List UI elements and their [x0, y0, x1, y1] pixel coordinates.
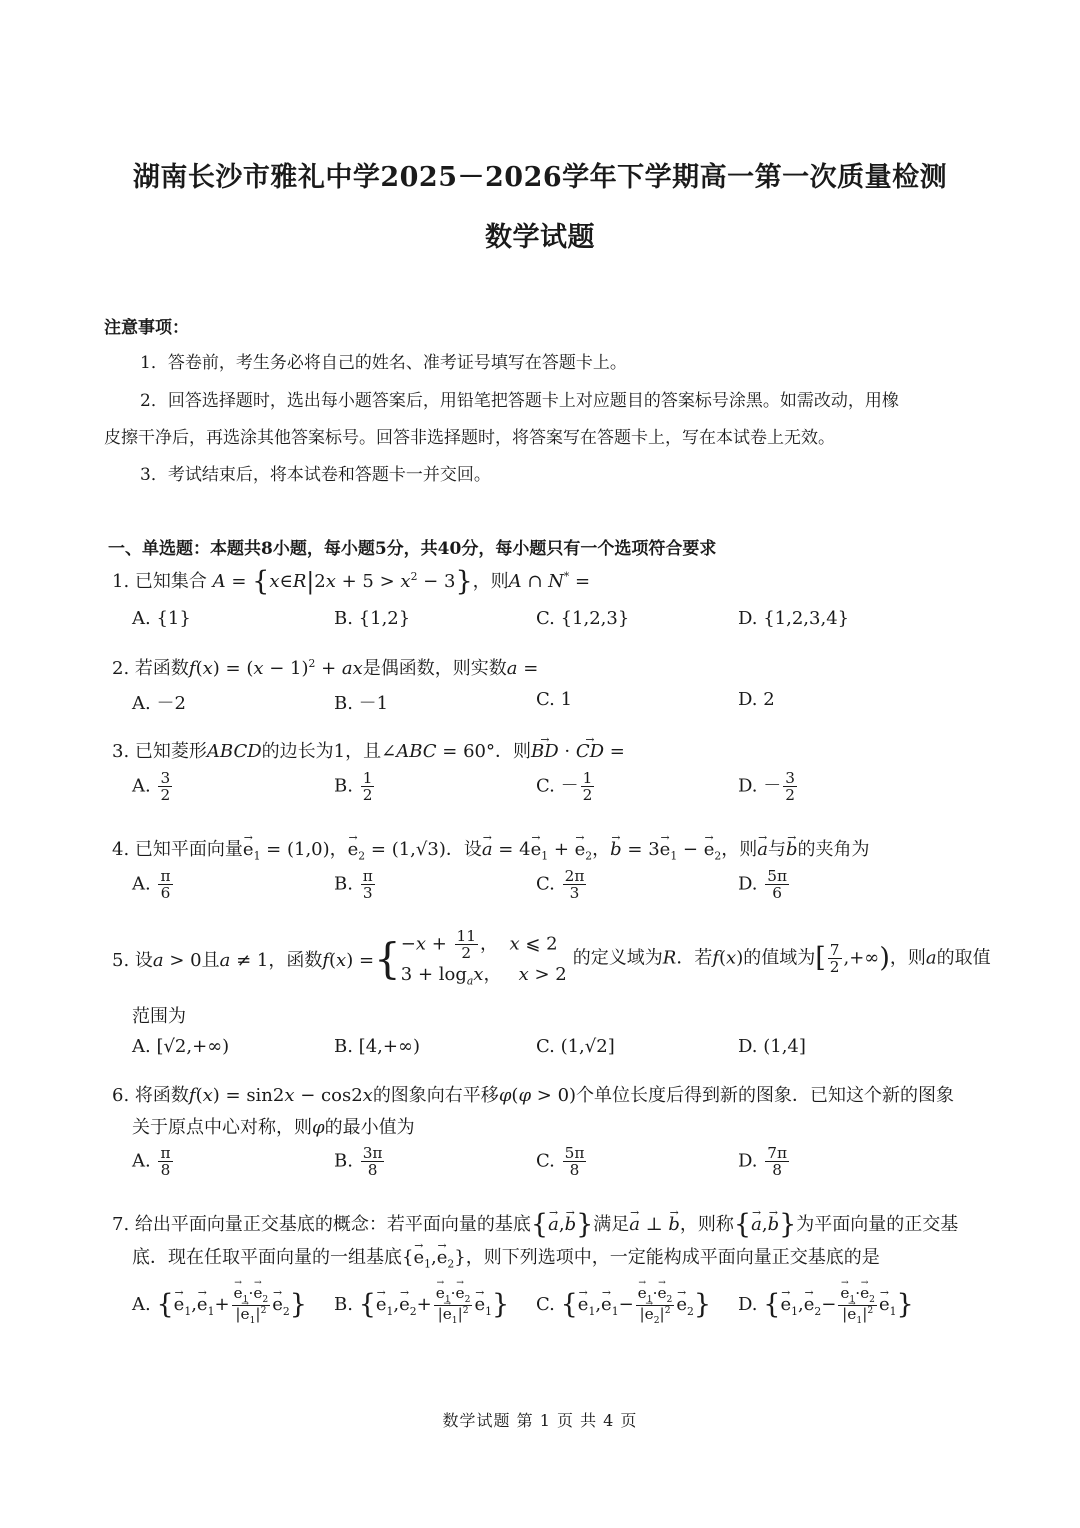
q7-option-a[interactable]: A. {→ $e_1,\to e_1+$ → $\frac{e_1\cdot\to e_2}{|\to e_1|^2}$ → $e_2$} — [132, 1285, 307, 1325]
question-4: 4. 已知平面向量→ $e_1 = (1,0)$，→ $e_2 = (1,√3)$．设→ $a = 4\to e_1$ + → $e_2$，→ $b = 3\to e_1$ − → $e_2$，则→ a与→ b的夹角为 — [112, 835, 870, 863]
question-6: 6. 将函数f(x) = sin2x − cos2x的图象向右平移φ(φ > 0)个单位长度后得到新的图象．已知这个新的图象 — [112, 1085, 955, 1106]
q4-option-a[interactable]: A. $\frac{\pi}{6}$ — [132, 867, 171, 903]
notice-item-1: 1．答卷前，考生务必将自己的姓名、准考证号填写在答题卡上。 — [140, 353, 627, 373]
page-footer: 数学试题 第 1 页 共 4 页 — [442, 1411, 638, 1430]
question-5: 5. 设a > 0且a ≠ 1，函数f(x) = { −x + $\frac{11}{2}$ ， x ⩽ 2 $3 + \log_ax$， x > 2 的定义域为R．若f(x)的值域为[ $\frac{7}{2}$ ,+∞)，则a的取值 — [112, 927, 991, 988]
q5-option-c[interactable]: C. (1,√2] — [536, 1036, 615, 1057]
q4-option-b[interactable]: B. $\frac{\pi}{3}$ — [334, 867, 373, 903]
question-5-line2: 范围为 — [132, 1006, 186, 1027]
q3-option-a[interactable]: A. $\frac{3}{2}$ — [132, 769, 171, 805]
piecewise-brace: { — [374, 933, 401, 983]
q2-option-d[interactable]: D. 2 — [738, 689, 775, 710]
q4-option-d[interactable]: D. $\frac{5\pi}{6}$ — [738, 867, 788, 903]
q2-option-b[interactable]: B. －1 — [334, 693, 389, 714]
q1-option-a[interactable]: A. {1} — [132, 608, 191, 629]
q6-option-c[interactable]: C. $\frac{5\pi}{8}$ — [536, 1144, 585, 1180]
question-6-line2: 关于原点中心对称，则φ的最小值为 — [132, 1117, 415, 1138]
exam-title: 湖南长沙市雅礼中学2025－2026学年下学期高一第一次质量检测 — [132, 162, 948, 193]
question-2: 2. 若函数$f(x) = (x - 1)^2$ + ax是偶函数，则实数a = — [112, 657, 539, 679]
q1-option-c[interactable]: C. {1,2,3} — [536, 608, 630, 629]
question-7: 7. 给出平面向量正交基底的概念：若平面向量的基底{→ a,→ b}满足→ a ⊥ → b，则称{→ a,→ b}为平面向量的正交基 — [112, 1209, 958, 1240]
q4-option-c[interactable]: C. $\frac{2\pi}{3}$ — [536, 867, 585, 903]
notice-heading: 注意事项： — [104, 318, 189, 338]
question-3: 3. 已知菱形ABCD的边长为1，且∠ABC = 60°．则→ BD · → CD = — [112, 737, 625, 763]
notice-item-3: 3．考试结束后，将本试卷和答题卡一并交回。 — [140, 465, 491, 485]
q7-option-c[interactable]: C. {→ $e_1,\to e_1-$ → $\frac{e_1\cdot\to e_2}{|\to e_2|^2}$ → $e_2$} — [536, 1285, 711, 1325]
q3-option-d[interactable]: D. － $\frac{3}{2}$ — [738, 769, 795, 805]
notice-item-2-line2: 皮擦干净后，再选涂其他答案标号。回答非选择题时，将答案写在答题卡上，写在本试卷上无效。 — [104, 428, 835, 448]
q7-option-d[interactable]: D. {→ $e_1,\to e_2-$ → $\frac{e_1\cdot\to e_2}{|\to e_1|^2}$ → $e_1$} — [738, 1285, 914, 1325]
q5-option-b[interactable]: B. [4,+∞) — [334, 1036, 420, 1057]
q1-option-b[interactable]: B. {1,2} — [334, 608, 411, 629]
section-heading-single-choice: 一、单选题：本题共8小题，每小题5分，共40分，每小题只有一个选项符合要求 — [108, 539, 717, 559]
q3-option-c[interactable]: C. － $\frac{1}{2}$ — [536, 769, 593, 805]
q6-option-d[interactable]: D. $\frac{7\pi}{8}$ — [738, 1144, 788, 1180]
q2-option-c[interactable]: C. 1 — [536, 689, 573, 710]
q5-option-a[interactable]: A. [√2,+∞) — [132, 1036, 230, 1057]
q6-option-a[interactable]: A. $\frac{\pi}{8}$ — [132, 1144, 171, 1180]
notice-item-2-line1: 2．回答选择题时，选出每小题答案后，用铅笔把答题卡上对应题目的答案标号涂黑。如需改动，用橡 — [140, 391, 899, 411]
q6-option-b[interactable]: B. $\frac{3\pi}{8}$ — [334, 1144, 383, 1180]
exam-subtitle: 数学试题 — [485, 222, 595, 253]
q3-option-b[interactable]: B. $\frac{1}{2}$ — [334, 769, 373, 805]
q1-option-d[interactable]: D. {1,2,3,4} — [738, 608, 850, 629]
question-1: 1. 已知集合 A = {x∈R|2x + $5 > x^2 - 3$}，则A ∩ N* = — [112, 566, 591, 597]
q2-option-a[interactable]: A. －2 — [132, 693, 186, 714]
question-7-line2: 底．现在任取平面向量的一组基底{→ $e_1,\to e_2$}，则下列选项中，一定能构成平面向量正交基底的是 — [132, 1243, 880, 1271]
q7-option-b[interactable]: B. {→ $e_1,\to e_2+$ → $\frac{e_1\cdot\to e_2}{|\to e_1|^2}$ → $e_1$} — [334, 1285, 509, 1325]
q5-option-d[interactable]: D. (1,4] — [738, 1036, 806, 1057]
